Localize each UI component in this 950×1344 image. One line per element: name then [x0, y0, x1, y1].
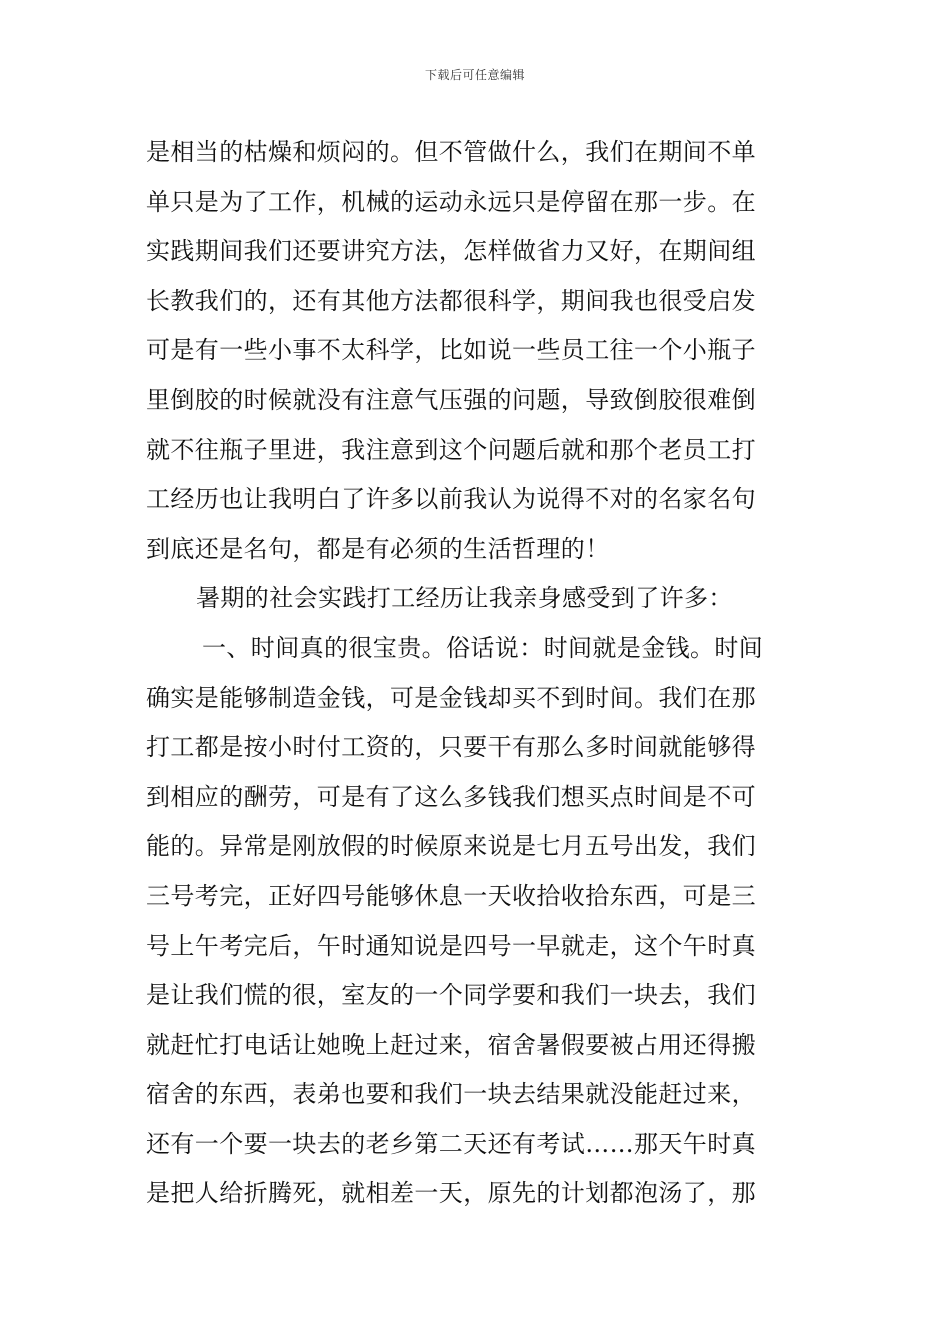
- document-body: [146, 128, 816, 1219]
- paragraph-start-line: 暑期的社会实践打工经历让我亲身感受到了许多：: [196, 584, 733, 613]
- text-line: 长教我们的，还有其他方法都很科学，期间我也很受启发: [146, 286, 756, 315]
- section-heading-line: 一、时间真的很宝贵。俗话说：时间就是金钱。时间: [202, 633, 764, 662]
- text-line: 就不往瓶子里进，我注意到这个问题后就和那个老员工打: [146, 435, 756, 464]
- text-line: 宿舍的东西，表弟也要和我们一块去结果就没能赶过来，: [146, 1080, 756, 1109]
- text-line: 可是有一些小事不太科学，比如说一些员工往一个小瓶子: [146, 336, 756, 365]
- text-line: 里倒胶的时候就没有注意气压强的问题，导致倒胶很难倒: [146, 385, 756, 414]
- text-line: 打工都是按小时付工资的，只要干有那么多时间就能够得: [146, 733, 756, 762]
- text-line: 三号考完，正好四号能够休息一天收拾收拾东西，可是三: [146, 881, 756, 910]
- text-line: 单只是为了工作，机械的运动永远只是停留在那一步。在: [146, 187, 756, 216]
- text-line: 是把人给折腾死，就相差一天，原先的计划都泡汤了，那: [146, 1179, 756, 1208]
- text-line: 工经历也让我明白了许多以前我认为说得不对的名家名句: [146, 485, 756, 514]
- text-line: 号上午考完后，午时通知说是四号一早就走，这个午时真: [146, 931, 756, 960]
- text-line: 到底还是名句，都是有必须的生活哲理的！: [146, 534, 610, 563]
- text-line: 确实是能够制造金钱，可是金钱却买不到时间。我们在那: [146, 683, 756, 712]
- text-line: 还有一个要一块去的老乡第二天还有考试……那天午时真: [146, 1129, 756, 1158]
- text-line: 是让我们慌的很，室友的一个同学要和我们一块去，我们: [146, 981, 756, 1010]
- text-line: 就赶忙打电话让她晚上赶过来，宿舍暑假要被占用还得搬: [146, 1030, 756, 1059]
- page-header: 下载后可任意编辑: [424, 68, 525, 82]
- text-line: 能的。异常是刚放假的时候原来说是七月五号出发，我们: [146, 832, 756, 861]
- text-line: 是相当的枯燥和烦闷的。但不管做什么，我们在期间不单: [146, 138, 756, 166]
- text-line: 实践期间我们还要讲究方法，怎样做省力又好，在期间组: [146, 237, 756, 266]
- text-line: 到相应的酬劳，可是有了这么多钱我们想买点时间是不可: [146, 782, 756, 811]
